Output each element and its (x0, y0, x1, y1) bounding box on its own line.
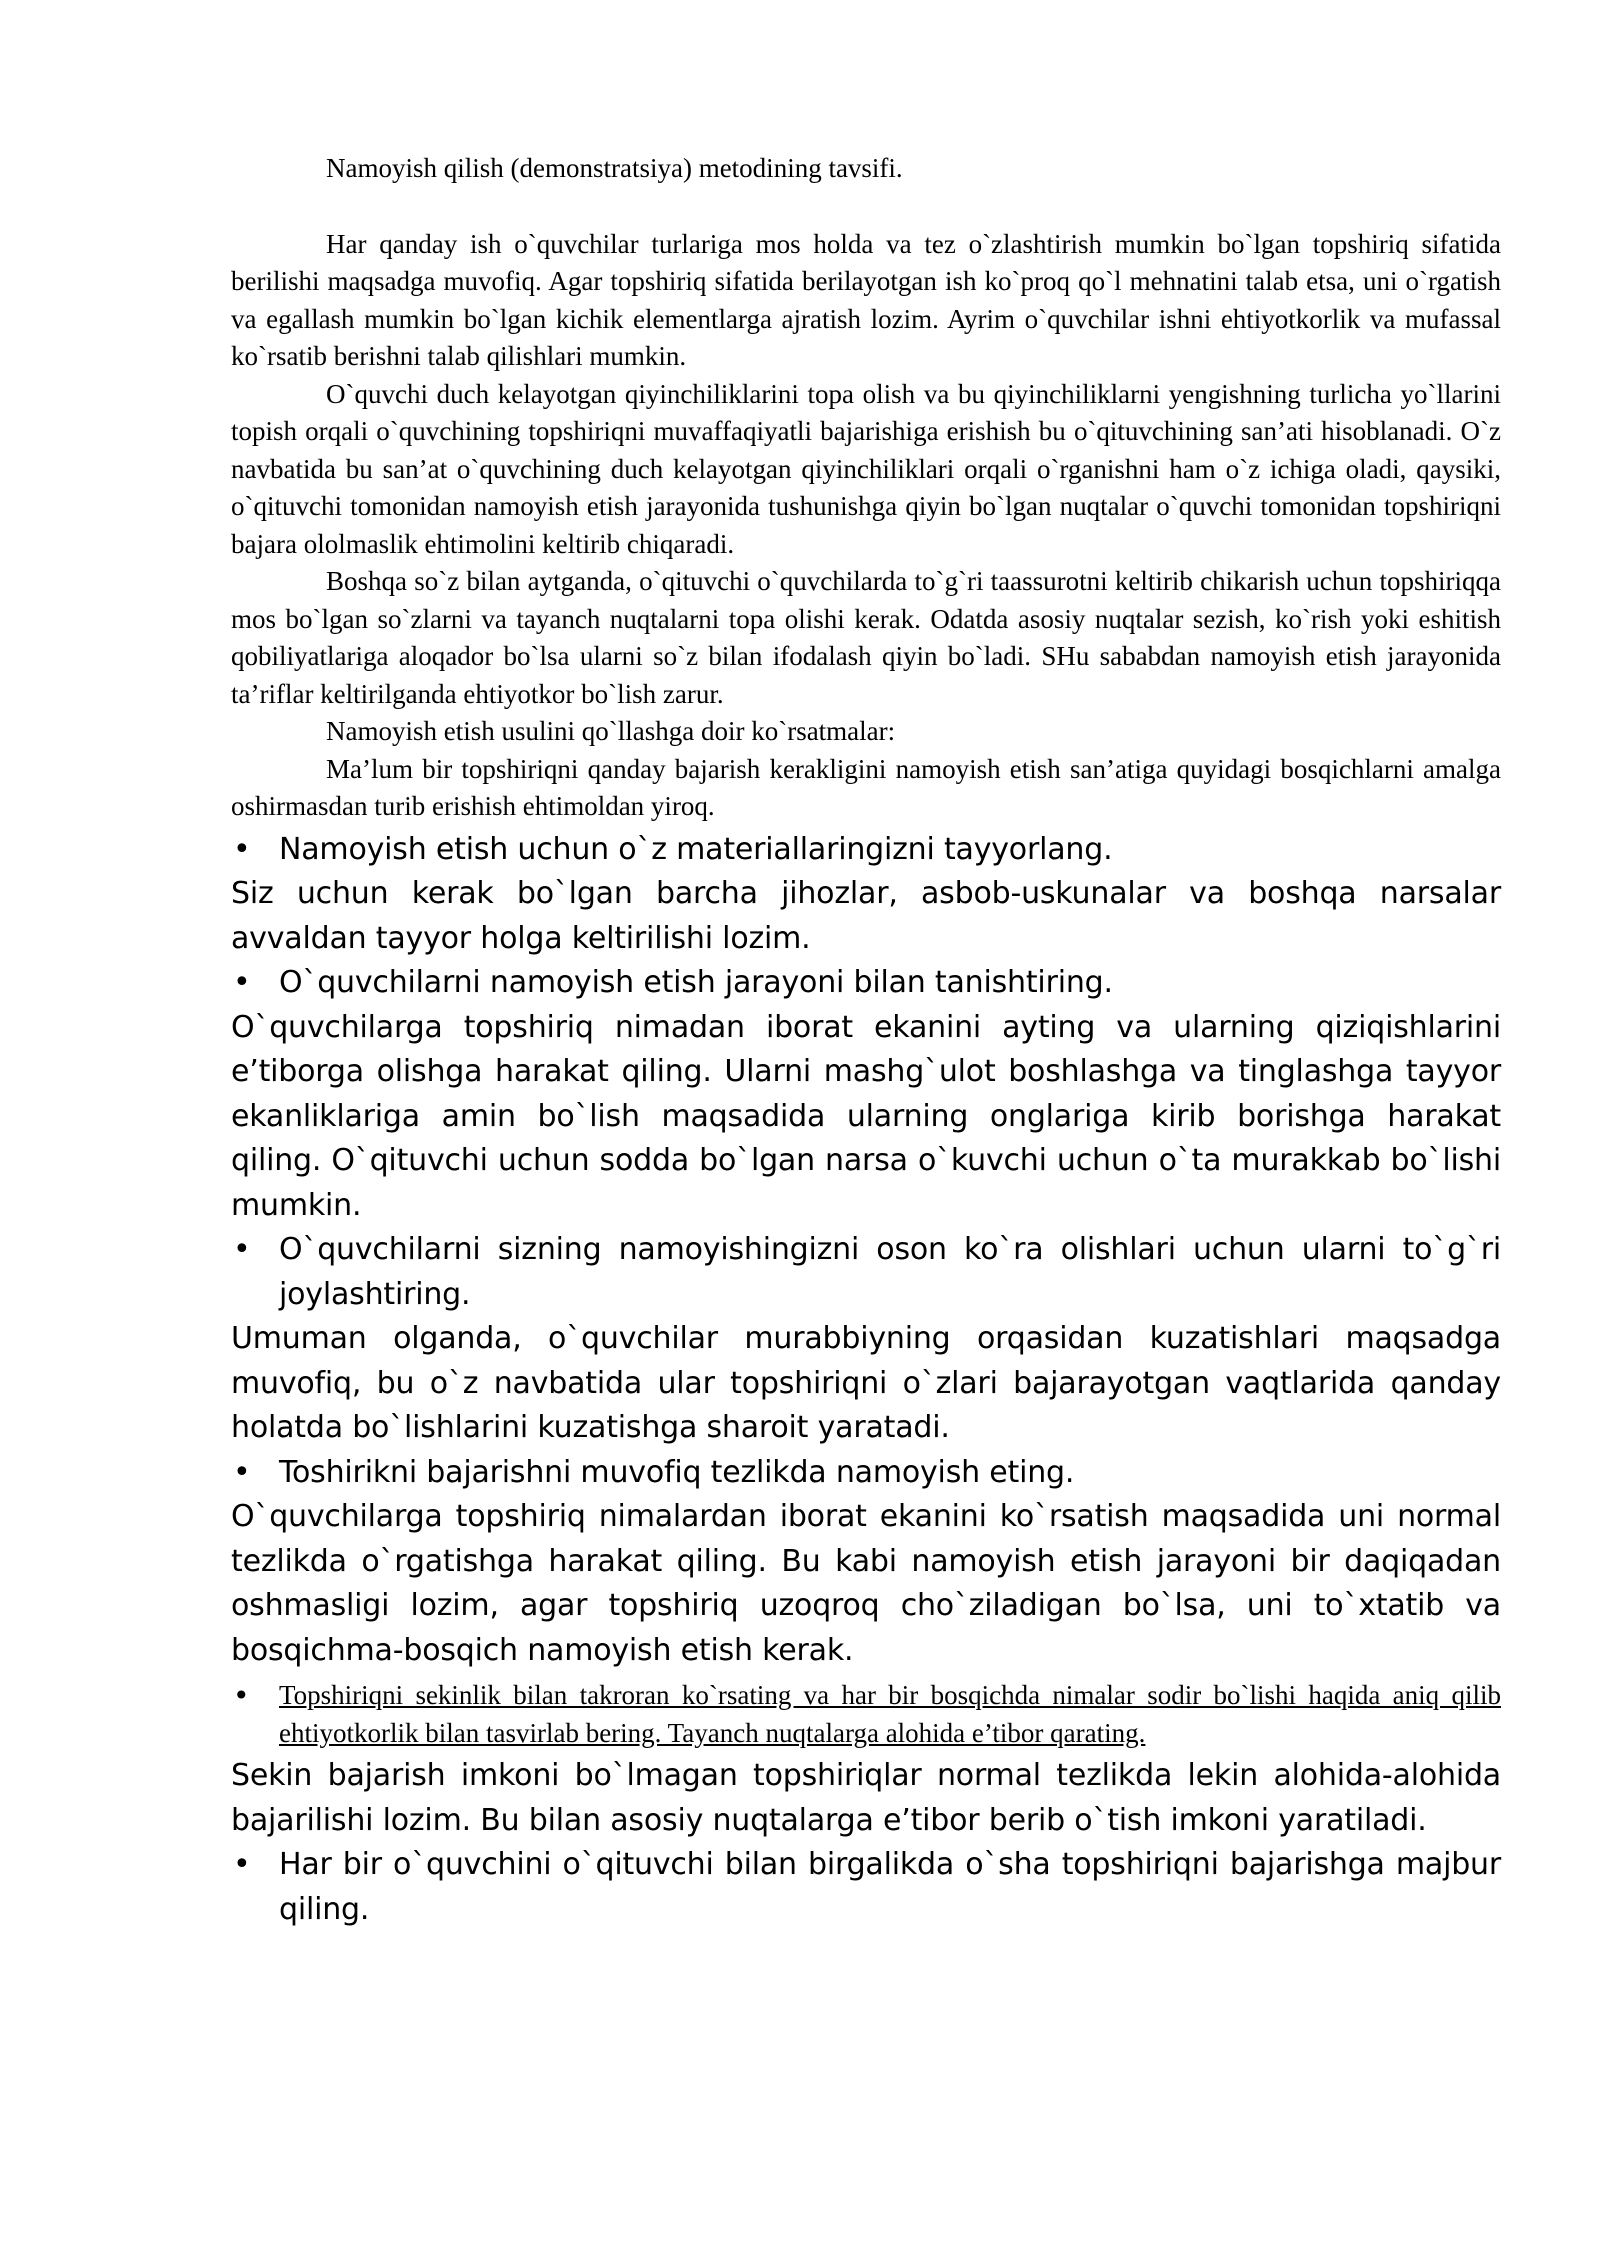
list-item (231, 961, 1501, 1006)
step-text: O`quvchilarga topshiriq nimalardan iborat ekanini ko`rsatish maqsadida uni normal tezlikda o`rgatishga harakat qiling. Bu kabi namoyish etish jarayoni bir daqiqadan oshmasligi lozim, agar topshiriq uzoqroq cho`ziladigan bo`lsa, uni to`xtatib va bosqichma-bosqich namoyish etish kerak. (231, 1499, 1501, 1668)
step-text: Siz uchun kerak bo`lgan barcha jihozlar, asbob-uskunalar va boshqa narsalar avvaldan tayyor holga keltirilishi lozim. (231, 876, 1501, 956)
paragraph: Boshqa so`z bilan aytganda, o`qituvchi o`quvchilarda to`g`ri taassurotni keltirib chikarish uchun topshiriqqa mos bo`lgan so`zlarni va tayanch nuqtalarni topa olishi kerak. Odatda asosiy nuqtalar sezish, ko`rish yoki eshitish qobiliyatlariga aloqador bo`lsa ularni so`z bilan ifodalash qiyin bo`ladi. SHu sababdan namoyish etish jarayonida ta’riflar keltirilganda ehtiyotkor bo`lish zarur. (231, 566, 1501, 709)
list-item (231, 1677, 1501, 1752)
document-body (231, 150, 1501, 1932)
instructions-heading: Namoyish etish usulini qo`llashga doir ko`rsatmalar: (326, 716, 896, 746)
bullet-icon: • (233, 965, 251, 1000)
paragraph: O`quvchi duch kelayotgan qiyinchiliklarini topa olish va bu qiyinchiliklarni yengishning turlicha yo`llarini topish orqali o`quvchining topshiriqni muvaffaqiyatli bajarishiga erishish bu o`qituvchining san’ati hisoblanadi. O`z navbatida bu san’at o`quvchining duch kelayotgan qiyinchiliklari orqali o`rganishni ham o`z ichiga oladi, qaysiki, o`qituvchi tomonidan namoyish etish jarayonida tushunishga qiyin bo`lgan nuqtalar o`quvchi tomonidan topshiriqni bajara ololmaslik ehtimolini keltirib chiqaradi. (231, 378, 1501, 559)
list-item (231, 828, 1501, 873)
step-heading: O`quvchilarni namoyish etish jarayoni bilan tanishtiring. (279, 965, 1113, 1000)
bullet-icon: • (233, 1847, 251, 1882)
step-text: Sekin bajarish imkoni bo`lmagan topshiriqlar normal tezlikda lekin alohida-alohida bajarilishi lozim. Bu bilan asosiy nuqtalarga e’tibor berib o`tish imkoni yaratiladi. (231, 1758, 1501, 1838)
list-item (231, 1228, 1501, 1317)
step-heading: Namoyish etish uchun o`z materiallaringizni tayyorlang. (279, 831, 1113, 867)
step-text: O`quvchilarga topshiriq nimadan iborat ekanini ayting va ularning qiziqishlarini e’tiborga olishga harakat qiling. Ularni mashg`ulot boshlashga va tinglashga tayyor ekanliklariga amin bo`lish maqsadida ularning onglariga kirib borishga harakat qiling. O`qituvchi uchun sodda bo`lgan narsa o`kuvchi uchun o`ta murakkab bo`lishi mumkin. (231, 1009, 1501, 1223)
paragraph: Ma’lum bir topshiriqni qanday bajarish kerakligini namoyish etish san’atiga quyidagi bosqichlarni amalga oshirmasdan turib erishish ehtimoldan yiroq. (231, 753, 1501, 821)
bullet-icon: • (233, 1232, 251, 1267)
document-title: Namoyish qilish (demonstratsiya) metodining tavsifi. (326, 153, 903, 183)
step-heading: Toshirikni bajarishni muvofiq tezlikda namoyish eting. (279, 1454, 1075, 1490)
step-heading: Har bir o`quvchini o`qituvchi bilan birgalikda o`sha topshiriqni bajarishga majbur qiling. (279, 1847, 1501, 1927)
steps-list (231, 828, 1501, 1933)
paragraph: Har qanday ish o`quvchilar turlariga mos holda va tez o`zlashtirish mumkin bo`lgan topshiriq sifatida berilishi maqsadga muvofiq. Agar topshiriq sifatida berilayotgan ish ko`proq qo`l mehnatini talab etsa, uni o`rgatish va egallash mumkin bo`lgan kichik elementlarga ajratish lozim. Ayrim o`quvchilar ishni ehtiyotkorlik va mufassal ko`rsatib berishni talab qilishlari mumkin. (231, 228, 1501, 371)
list-item (231, 1843, 1501, 1932)
bullet-icon: • (233, 831, 251, 867)
bullet-icon: • (233, 1679, 250, 1712)
bullet-icon: • (233, 1454, 251, 1490)
list-item (231, 1451, 1501, 1496)
step-text: Umuman olganda, o`quvchilar murabbiyning orqasidan kuzatishlari maqsadga muvofiq, bu o`z navbatida ular topshiriqni o`zlari bajarayotgan vaqtlarida qanday holatda bo`lishlarini kuzatishga sharoit yaratadi. (231, 1321, 1501, 1445)
step-heading: O`quvchilarni sizning namoyishingizni oson ko`ra olishlari uchun ularni to`g`ri joylashtiring. (279, 1232, 1501, 1312)
step-heading: Topshiriqni sekinlik bilan takroran ko`rsating va har bir bosqichda nimalar sodir bo`lishi haqida aniq qilib ehtiyotkorlik bilan tasvirlab bering. Tayanch nuqtalarga alohida e’tibor qarating. (279, 1680, 1501, 1748)
